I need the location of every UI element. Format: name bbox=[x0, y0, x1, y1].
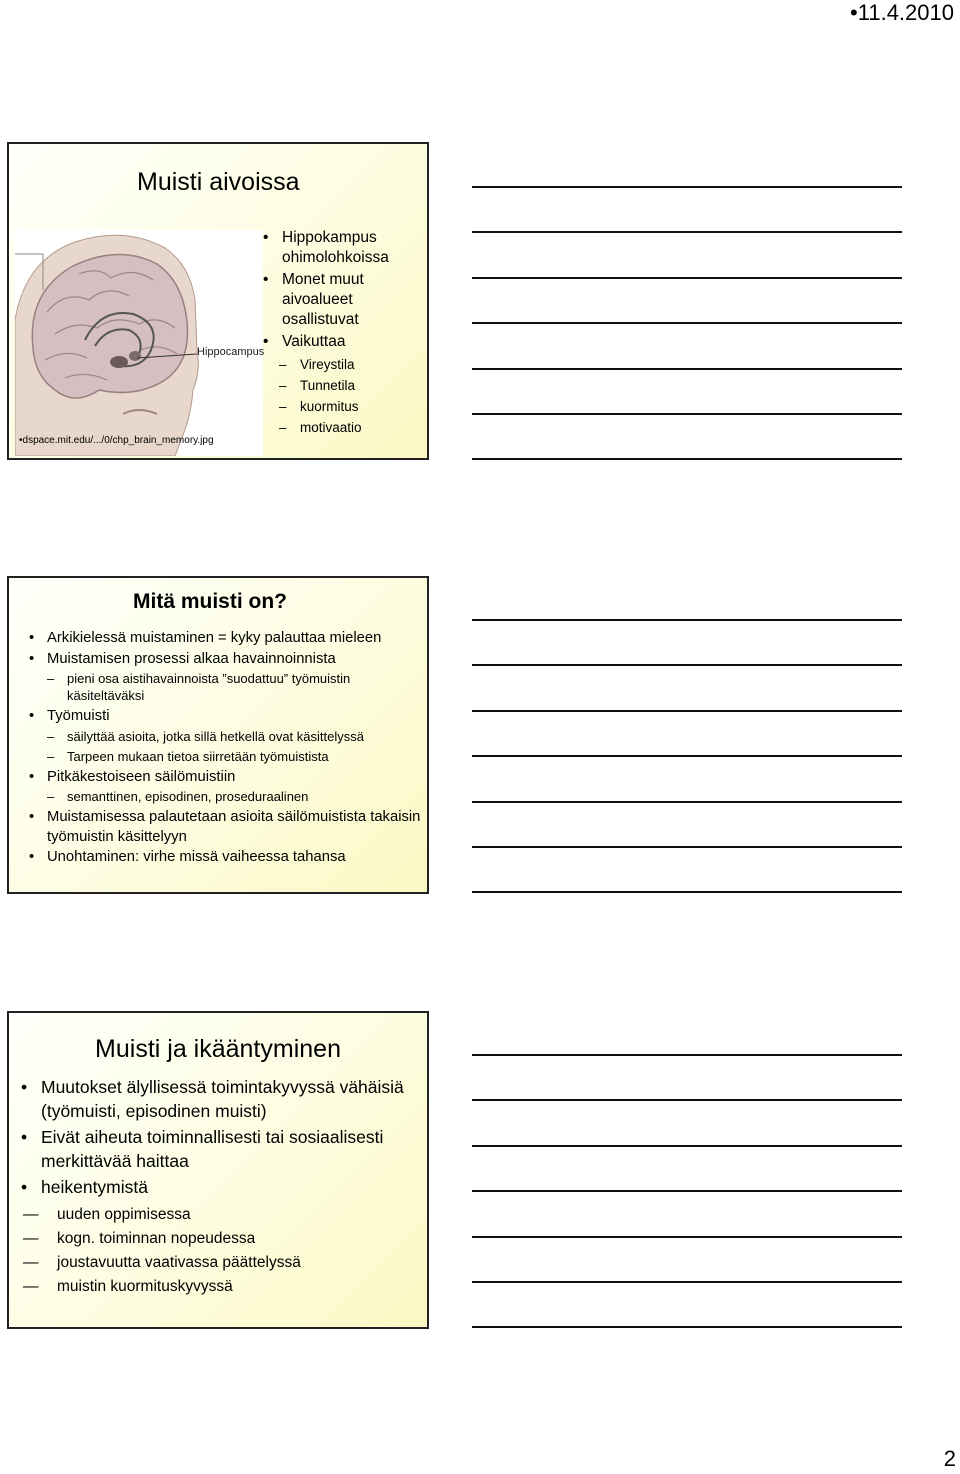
bullet: • Muistamisessa palautetaan asioita säilömuistista takaisin työmuistin käsittelyyn bbox=[29, 808, 425, 847]
bullet: • Eivät aiheuta toiminnallisesti tai sosiaalisesti merkittävää haittaa bbox=[21, 1126, 421, 1173]
sub-bullet: — muistin kuormituskyvyssä bbox=[21, 1275, 421, 1299]
sub-bullet: — joustavuutta vaativassa päättelyssä bbox=[21, 1251, 421, 1275]
bullet-list bbox=[29, 629, 425, 869]
brain-image bbox=[15, 230, 263, 456]
bullet: • Muistamisen prosessi alkaa havainnoinnista bbox=[29, 650, 425, 670]
page-number: 2 bbox=[943, 1446, 956, 1471]
image-credit: •dspace.mit.edu/.../0/chp_brain_memory.jpg bbox=[19, 435, 214, 446]
sub-bullet: — uuden oppimisessa bbox=[21, 1203, 421, 1227]
hippocampus-label: Hippocampus bbox=[197, 346, 265, 358]
bullet: • Unohtaminen: virhe missä vaiheessa tahansa bbox=[29, 848, 425, 868]
slide-mita-muisti-on bbox=[7, 576, 429, 894]
sub-bullet: – Tunnetila bbox=[263, 375, 422, 396]
slide-title: Mitä muisti on? bbox=[133, 590, 287, 613]
bullet: • Pitkäkestoiseen säilömuistiin bbox=[29, 768, 425, 788]
bullet: • Vaikuttaa bbox=[263, 332, 422, 352]
sub-bullet: – kuormitus bbox=[263, 396, 422, 417]
bullet: • Monet muut aivoalueet osallistuvat bbox=[263, 270, 392, 330]
slide-muisti-aivoissa bbox=[7, 142, 429, 460]
sub-bullet: – Vireystila bbox=[263, 354, 422, 375]
brain-illustration bbox=[15, 230, 263, 456]
sub-bullet: – motivaatio bbox=[263, 417, 422, 438]
slide-title: Muisti ja ikääntyminen bbox=[95, 1035, 341, 1063]
header-date: •11.4.2010 bbox=[850, 0, 954, 25]
slide-muisti-ja-ikaantyminen bbox=[7, 1011, 429, 1329]
sub-bullet: — kogn. toiminnan nopeudessa bbox=[21, 1227, 421, 1251]
bullet-list bbox=[263, 228, 422, 438]
sub-bullet: – pieni osa aistihavainnoista ”suodattuu” työmuistin käsiteltäväksi bbox=[29, 670, 425, 704]
bullet: • Muutokset älyllisessä toimintakyvyssä vähäisiä (työmuisti, episodinen muisti) bbox=[21, 1076, 421, 1123]
sub-bullet: – semanttinen, episodinen, proseduraalinen bbox=[29, 788, 425, 805]
bullet: • heikentymistä bbox=[21, 1176, 421, 1200]
bullet: • Hippokampus ohimolohkoissa bbox=[263, 228, 422, 268]
sub-bullet: – säilyttää asioita, jotka sillä hetkellä ovat käsittelyssä bbox=[29, 728, 425, 745]
bullet: • Työmuisti bbox=[29, 707, 425, 727]
bullet: • Arkikielessä muistaminen = kyky palauttaa mieleen bbox=[29, 629, 425, 649]
sub-bullet: – Tarpeen mukaan tietoa siirretään työmuistista bbox=[29, 748, 425, 765]
slide-title: Muisti aivoissa bbox=[137, 168, 300, 196]
bullet-list bbox=[21, 1076, 421, 1299]
